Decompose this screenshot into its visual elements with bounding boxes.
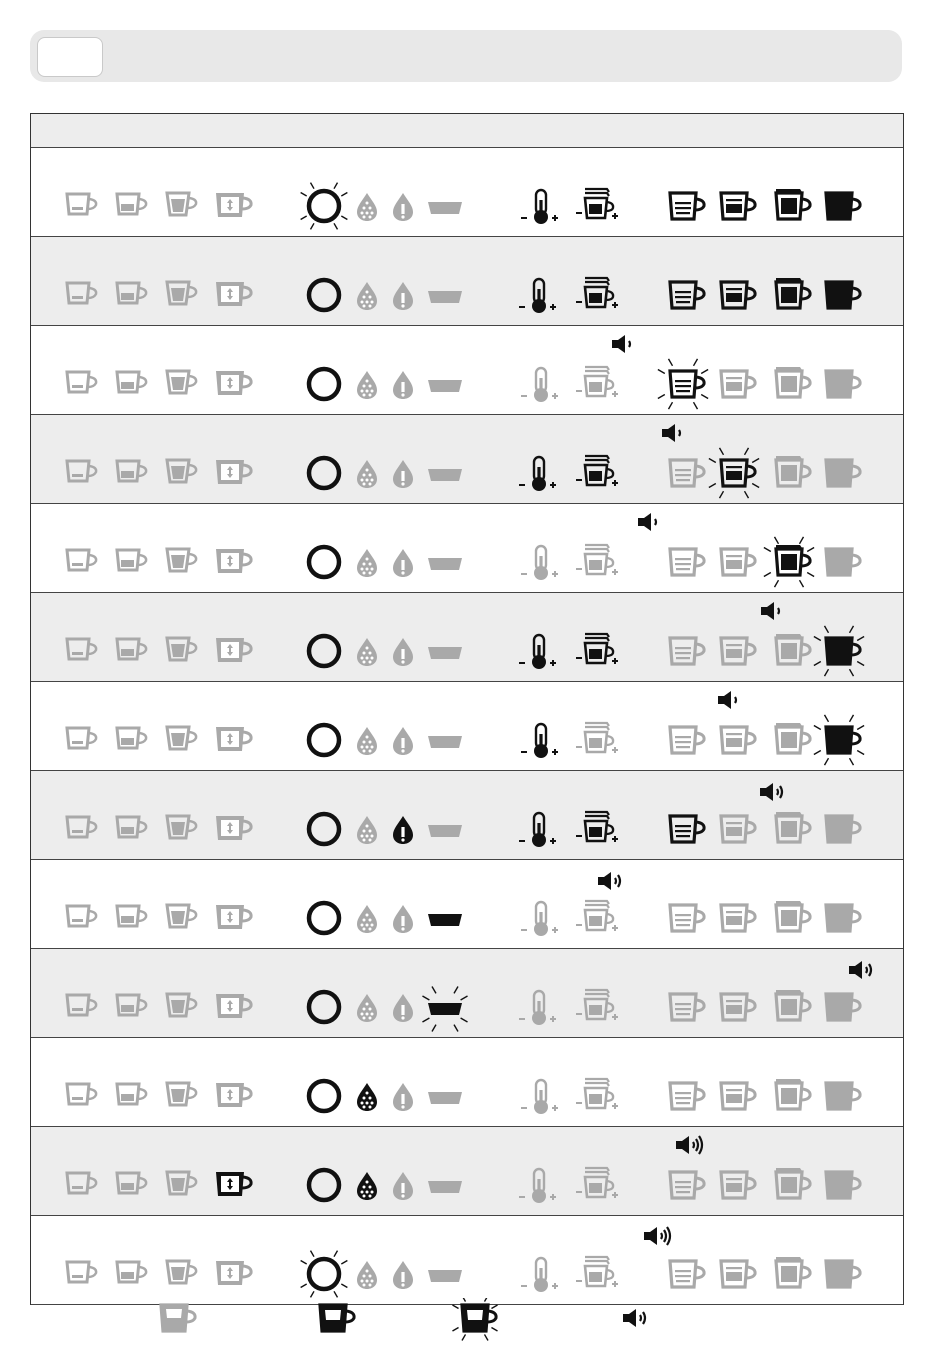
speaker-icon (662, 424, 680, 442)
cup-size-2-icon (721, 1261, 755, 1287)
water-drop-icon (393, 1261, 413, 1289)
cup-size-4-icon (826, 1261, 860, 1287)
indicator-strip (31, 1038, 903, 1126)
drip-tray-icon (428, 1181, 462, 1193)
cup-size-4-icon (826, 1083, 860, 1109)
speaker-icon (761, 602, 779, 620)
drip-tray-icon (422, 986, 467, 1031)
cup-size-2-icon (721, 282, 755, 308)
cup-large-icon (167, 994, 196, 1016)
descale-drop-icon (357, 994, 377, 1022)
cup-size-3-icon (776, 367, 810, 397)
cup-large-icon (167, 460, 196, 482)
indicator-strip (31, 860, 903, 948)
cup-size-4-icon (826, 549, 860, 575)
cup-large-icon (167, 1172, 196, 1194)
cup-size-1-icon (658, 359, 708, 409)
cup-size-4-icon (814, 715, 864, 765)
cup-size-1-icon (670, 816, 704, 842)
cup-small-icon (67, 372, 96, 392)
power-ring-icon (309, 636, 339, 666)
cup-medium-icon (117, 639, 146, 659)
cup-large-icon (167, 282, 196, 304)
temperature-icon (521, 546, 558, 580)
cup-xl-icon (216, 905, 251, 929)
cup-size-3-icon (776, 278, 810, 308)
drip-tray-icon (428, 647, 462, 659)
power-ring-icon (309, 458, 339, 488)
indicator-strip (31, 593, 903, 681)
cup-size-1-icon (670, 727, 704, 753)
water-drop-icon (393, 994, 413, 1022)
descale-drop-icon (357, 1083, 377, 1111)
indicator-strip (31, 237, 903, 325)
cup-small-icon (67, 817, 96, 837)
water-drop-icon (393, 638, 413, 666)
cup-xl-icon (216, 994, 251, 1018)
cup-size-2-icon (721, 905, 755, 931)
header-tab (37, 37, 103, 77)
indicator-strip (31, 148, 903, 236)
cup-medium-icon (117, 817, 146, 837)
cup-stack-icon (576, 990, 618, 1020)
cup-stack-icon (576, 723, 618, 753)
water-drop-icon (393, 727, 413, 755)
cup-size-3-icon (776, 1257, 810, 1287)
cup-small-icon (67, 1173, 96, 1193)
power-ring-icon (309, 903, 339, 933)
row-10 (31, 949, 903, 1038)
temperature-icon (519, 813, 556, 847)
cup-medium-icon (117, 728, 146, 748)
row-3 (31, 326, 903, 415)
cup-size-3-icon (776, 1079, 810, 1109)
cup-small-icon (67, 1084, 96, 1104)
indicator-strip (31, 1127, 903, 1215)
cup-small-icon (67, 283, 96, 303)
water-drop-icon (393, 371, 413, 399)
table-header-row (31, 114, 903, 148)
power-ring-icon (309, 992, 339, 1022)
row-11 (31, 1038, 903, 1127)
cup-size-4-icon (814, 626, 864, 676)
indicator-strip (31, 949, 903, 1037)
cup-size-1-icon (670, 282, 704, 308)
cup-stack-icon (576, 1079, 618, 1109)
speaker-icon (612, 335, 630, 353)
cup-large-icon (167, 1083, 196, 1105)
power-ring-icon (309, 547, 339, 577)
cup-medium-icon (117, 995, 146, 1015)
temperature-icon (519, 635, 556, 669)
legend-strip (0, 1298, 950, 1343)
cup-size-2-icon (709, 448, 759, 498)
cup-medium-icon (117, 283, 146, 303)
header-bar (30, 30, 902, 82)
water-drop-icon (393, 193, 413, 221)
cup-stack-icon (576, 1257, 618, 1287)
indicator-strip (31, 1216, 903, 1304)
cup-small-icon (67, 1262, 96, 1282)
temperature-icon (519, 457, 556, 491)
drip-tray-icon (428, 1270, 462, 1282)
cup-size-1-icon (670, 1172, 704, 1198)
water-drop-icon (393, 905, 413, 933)
cup-size-2-icon (721, 193, 755, 219)
cup-size-3-icon (776, 1168, 810, 1198)
cup-xl-icon (216, 816, 251, 840)
cup-size-4-icon (826, 994, 860, 1020)
speaker-icon (598, 872, 620, 890)
temperature-icon (521, 1080, 558, 1114)
cup-size-4-icon (826, 1172, 860, 1198)
cup-xl-icon (216, 282, 251, 306)
drip-tray-icon (428, 291, 462, 303)
descale-drop-icon (357, 638, 377, 666)
cup-large-icon (167, 727, 196, 749)
water-drop-icon (393, 1172, 413, 1200)
cup-size-3-icon (776, 812, 810, 842)
indicator-strip (31, 326, 903, 414)
cup-size-3-icon (764, 537, 814, 587)
drip-tray-icon (428, 469, 462, 481)
water-drop-icon (393, 1083, 413, 1111)
cup-medium-icon (117, 461, 146, 481)
indicator-strip (31, 504, 903, 592)
cup-size-3-icon (776, 456, 810, 486)
cup-xl-icon (216, 1172, 251, 1196)
cup-size-1-icon (670, 1083, 704, 1109)
speaker-icon (676, 1136, 702, 1154)
cup-small-icon (67, 728, 96, 748)
cup-size-2-icon (721, 1083, 755, 1109)
row-8 (31, 771, 903, 860)
power-ring-icon (309, 280, 339, 310)
cup-medium-icon (117, 550, 146, 570)
cup-size-1-icon (670, 549, 704, 575)
power-ring-icon (301, 1251, 348, 1298)
temperature-icon (521, 190, 558, 224)
descale-drop-icon (357, 193, 377, 221)
row-7 (31, 682, 903, 771)
legend-dark-cup (320, 1305, 354, 1331)
cup-size-1-icon (670, 905, 704, 931)
cup-xl-icon (216, 460, 251, 484)
cup-size-3-icon (776, 189, 810, 219)
cup-size-4-icon (826, 193, 860, 219)
drip-tray-icon (428, 380, 462, 392)
descale-drop-icon (357, 816, 377, 844)
drip-tray-icon (428, 914, 462, 926)
cup-small-icon (67, 639, 96, 659)
descale-drop-icon (357, 1172, 377, 1200)
descale-drop-icon (357, 460, 377, 488)
cup-stack-icon (576, 456, 618, 486)
cup-size-2-icon (721, 727, 755, 753)
cup-large-icon (167, 638, 196, 660)
cup-large-icon (167, 193, 196, 215)
row-1 (31, 148, 903, 237)
cup-size-3-icon (776, 723, 810, 753)
cup-medium-icon (117, 194, 146, 214)
power-ring-icon (309, 369, 339, 399)
descale-drop-icon (357, 905, 377, 933)
legend-speaker (623, 1309, 645, 1327)
cup-size-4-icon (826, 282, 860, 308)
cup-xl-icon (216, 549, 251, 573)
legend (0, 1298, 950, 1343)
cup-size-4-icon (826, 905, 860, 931)
water-drop-icon (393, 282, 413, 310)
cup-stack-icon (576, 278, 618, 308)
cup-xl-icon (216, 1261, 251, 1285)
drip-tray-icon (428, 558, 462, 570)
power-ring-icon (301, 183, 348, 230)
cup-stack-icon (576, 812, 618, 842)
descale-drop-icon (357, 282, 377, 310)
cup-small-icon (67, 550, 96, 570)
cup-medium-icon (117, 906, 146, 926)
indicator-table (30, 113, 904, 1305)
temperature-icon (519, 279, 556, 313)
water-drop-icon (393, 549, 413, 577)
cup-stack-icon (576, 367, 618, 397)
cup-size-2-icon (721, 1172, 755, 1198)
cup-stack-icon (576, 545, 618, 575)
temperature-icon (521, 724, 558, 758)
indicator-strip (31, 682, 903, 770)
cup-small-icon (67, 461, 96, 481)
power-ring-icon (309, 814, 339, 844)
water-drop-icon (393, 816, 413, 844)
cup-large-icon (167, 1261, 196, 1283)
row-4 (31, 415, 903, 504)
cup-xl-icon (216, 193, 251, 217)
temperature-icon (521, 368, 558, 402)
indicator-strip (31, 415, 903, 503)
cup-stack-icon (576, 634, 618, 664)
power-ring-icon (309, 725, 339, 755)
cup-size-1-icon (670, 638, 704, 664)
cup-size-4-icon (826, 371, 860, 397)
speaker-icon (644, 1227, 670, 1245)
cup-medium-icon (117, 1262, 146, 1282)
speaker-icon (849, 961, 871, 979)
cup-stack-icon (576, 901, 618, 931)
cup-medium-icon (117, 372, 146, 392)
row-12 (31, 1127, 903, 1216)
drip-tray-icon (428, 202, 462, 214)
temperature-icon (521, 1258, 558, 1292)
drip-tray-icon (428, 736, 462, 748)
cup-large-icon (167, 905, 196, 927)
water-drop-icon (393, 460, 413, 488)
row-9 (31, 860, 903, 949)
legend-light-cup (161, 1305, 195, 1331)
cup-size-1-icon (670, 193, 704, 219)
speaker-icon (760, 783, 782, 801)
cup-size-3-icon (776, 901, 810, 931)
cup-medium-icon (117, 1173, 146, 1193)
cup-size-2-icon (721, 994, 755, 1020)
cup-stack-icon (576, 189, 618, 219)
row-13 (31, 1216, 903, 1305)
drip-tray-icon (428, 1092, 462, 1104)
cup-large-icon (167, 549, 196, 571)
cup-size-3-icon (776, 634, 810, 664)
drip-tray-icon (428, 825, 462, 837)
cup-large-icon (167, 371, 196, 393)
cup-size-2-icon (721, 549, 755, 575)
descale-drop-icon (357, 549, 377, 577)
power-ring-icon (309, 1081, 339, 1111)
cup-size-1-icon (670, 994, 704, 1020)
speaker-icon (718, 691, 736, 709)
row-2 (31, 237, 903, 326)
speaker-icon (638, 513, 656, 531)
cup-xl-icon (216, 371, 251, 395)
temperature-icon (519, 1169, 556, 1203)
row-5 (31, 504, 903, 593)
temperature-icon (521, 902, 558, 936)
row-6 (31, 593, 903, 682)
cup-small-icon (67, 194, 96, 214)
power-ring-icon (309, 1170, 339, 1200)
cup-small-icon (67, 995, 96, 1015)
cup-stack-icon (576, 1168, 618, 1198)
cup-large-icon (167, 816, 196, 838)
cup-size-1-icon (670, 1261, 704, 1287)
cup-xl-icon (216, 638, 251, 662)
cup-size-2-icon (721, 638, 755, 664)
cup-size-2-icon (721, 371, 755, 397)
cup-small-icon (67, 906, 96, 926)
cup-medium-icon (117, 1084, 146, 1104)
cup-size-4-icon (826, 816, 860, 842)
temperature-icon (519, 991, 556, 1025)
descale-drop-icon (357, 371, 377, 399)
descale-drop-icon (357, 727, 377, 755)
cup-size-4-icon (826, 460, 860, 486)
cup-size-1-icon (670, 460, 704, 486)
indicator-strip (31, 771, 903, 859)
cup-xl-icon (216, 727, 251, 751)
cup-xl-icon (216, 1083, 251, 1107)
descale-drop-icon (357, 1261, 377, 1289)
cup-size-2-icon (721, 816, 755, 842)
cup-size-3-icon (776, 990, 810, 1020)
legend-blinking-cup (452, 1298, 497, 1341)
